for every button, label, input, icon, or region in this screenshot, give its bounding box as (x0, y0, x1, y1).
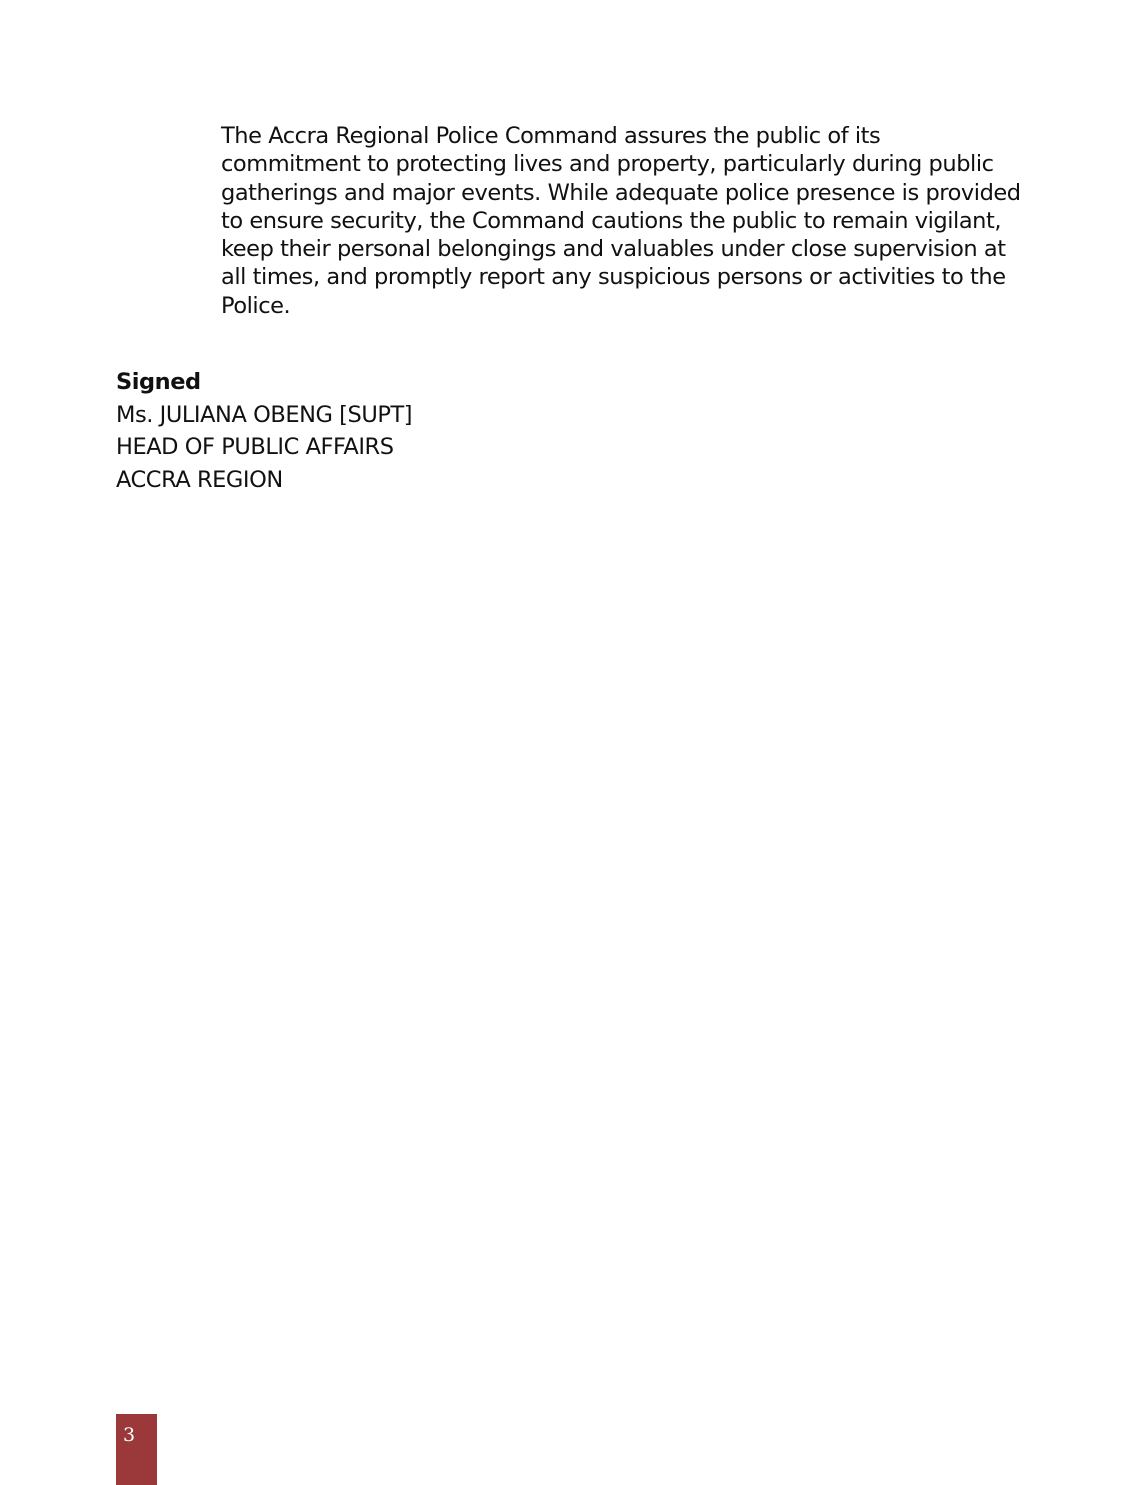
signatory-region: ACCRA REGION (116, 466, 283, 493)
signatory-name: Ms. JULIANA OBENG [SUPT] (116, 401, 413, 428)
page-number-box (116, 1414, 157, 1485)
page-number: 3 (122, 1424, 136, 1446)
signature-heading: Signed (116, 369, 201, 395)
body-paragraph: The Accra Regional Police Command assures the public of its commitment to protecting lives and property, particularly during public gatherings and major events. While adequate police presence is provided to ensure security, the Command cautions the public to remain vigilant, keep their personal belongings and valuables under close supervision at all times, and promptly report any suspicious persons or activities to the Police. (221, 123, 1021, 319)
signatory-title: HEAD OF PUBLIC AFFAIRS (116, 434, 394, 460)
signature-block (116, 366, 616, 496)
